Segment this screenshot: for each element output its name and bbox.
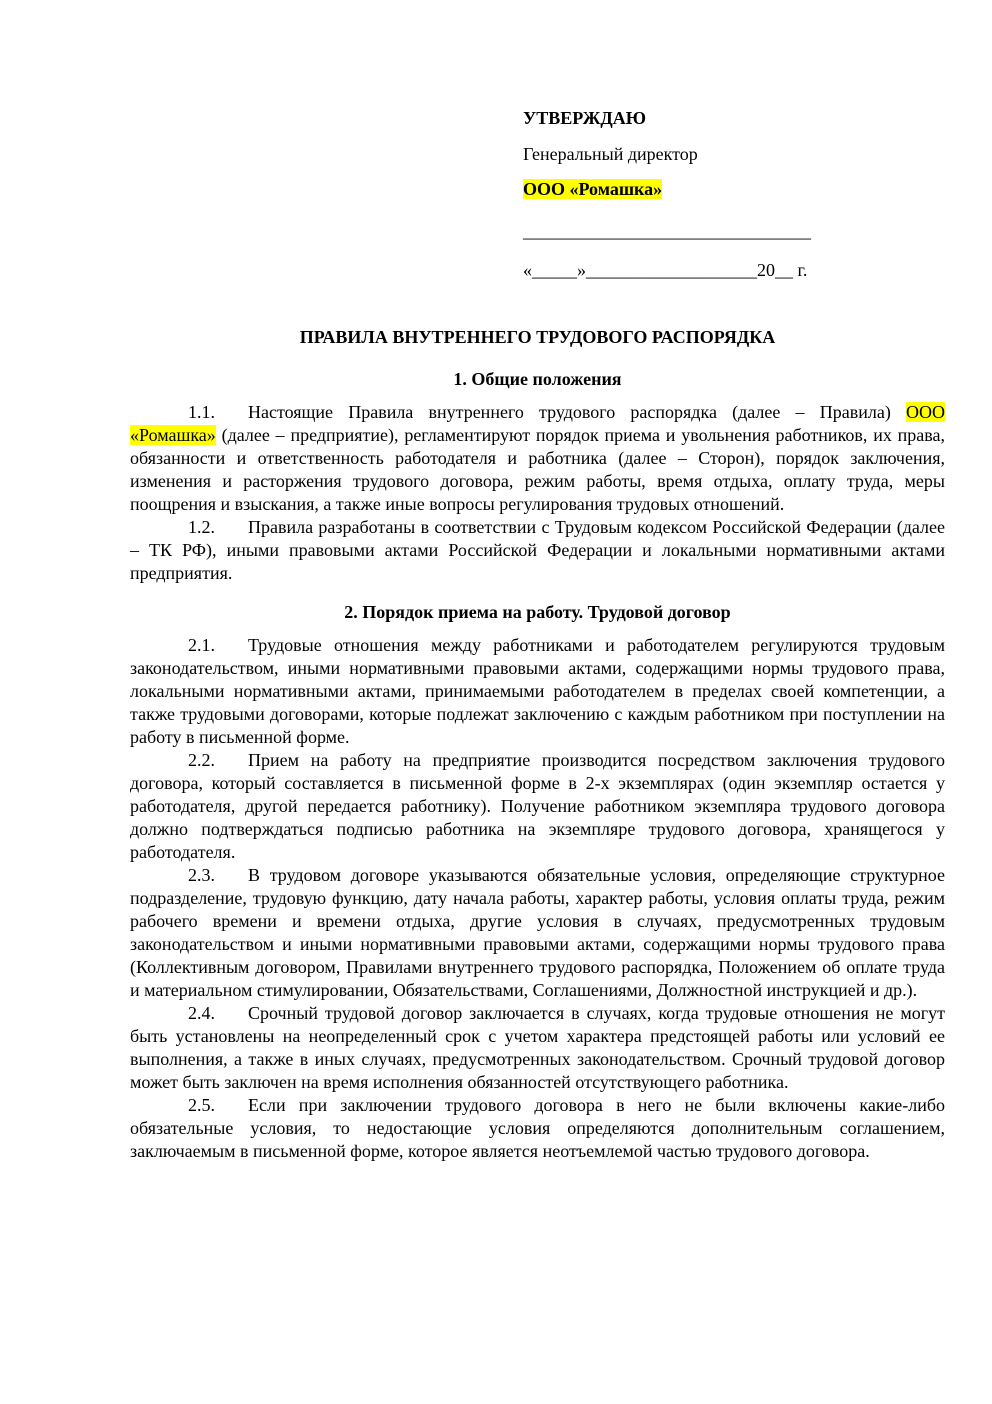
paragraph-2-4 bbox=[130, 1002, 945, 1094]
paragraph-number: 2.2. bbox=[188, 750, 215, 770]
paragraph-1-2 bbox=[130, 516, 945, 585]
signature-line: ________________________________ bbox=[523, 221, 811, 241]
paragraph-number: 2.1. bbox=[188, 635, 215, 655]
paragraph-text: В трудовом договоре указываются обязательные условия, определяющие структурное подразделение, трудовую функцию, дату начала работы, характер работы, условия оплаты труда, режим рабочего времени и времени отдыха, другие условия в случаях, предусмотренных трудовым законодательством и иными нормативными правовыми актами, содержащими нормы трудового права (Коллективным договором, Правилами внутреннего трудового распорядка, Положением об оплате труда и материальном стимулировании, Обязательствами, Соглашениями, Должностной инструкцией и др.). bbox=[130, 865, 945, 1000]
section-title-hiring: 2. Порядок приема на работу. Трудовой договор bbox=[344, 602, 731, 622]
paragraph-2-1 bbox=[130, 634, 945, 749]
paragraph-2-5 bbox=[130, 1094, 945, 1163]
company-highlight: ООО «Ромашка» bbox=[130, 402, 945, 445]
paragraph-text: Настоящие Правила внутреннего трудового распорядка (далее – Правила) bbox=[248, 402, 906, 422]
document-title: ПРАВИЛА ВНУТРЕННЕГО ТРУДОВОГО РАСПОРЯДКА bbox=[299, 327, 776, 347]
paragraph-2-3 bbox=[130, 864, 945, 1002]
approver-position: Генеральный директор bbox=[523, 144, 698, 164]
paragraph-number: 1.2. bbox=[188, 517, 215, 537]
section-title-general: 1. Общие положения bbox=[453, 369, 622, 389]
paragraph-text: Срочный трудовой договор заключается в случаях, когда трудовые отношения не могут быть установлены на неопределенный срок с учетом характера предстоящей работы или условий ее выполнения, а также в иных случаях, предусмотренных законодательством. Срочный трудовой договор может быть заключен на время исполнения обязанностей отсутствующего работника. bbox=[130, 1003, 945, 1092]
paragraph-number: 2.4. bbox=[188, 1003, 215, 1023]
paragraph-text: Если при заключении трудового договора в него не были включены какие-либо обязательные условия, то недостающие условия определяются дополнительным соглашением, заключаемым в письменной форме, которое является неотъемлемой частью трудового договора. bbox=[130, 1095, 945, 1161]
paragraph-number: 1.1. bbox=[188, 402, 215, 422]
approval-heading: УТВЕРЖДАЮ bbox=[523, 108, 647, 128]
approval-block bbox=[523, 106, 863, 282]
paragraph-text: (далее – предприятие), регламентируют порядок приема и увольнения работников, их права, обязанности и ответственность работодателя и работника (далее – Сторон), порядок заключения, изменения и расторжения трудового договора, режим работы, время отдыха, оплату труда, меры поощрения и взыскания, а также иные вопросы регулирования трудовых отношений. bbox=[130, 425, 945, 514]
paragraph-text: Трудовые отношения между работниками и работодателем регулируются трудовым законодательством, иными нормативными правовыми актами, содержащими нормы трудового права, локальными нормативными актами, принимаемыми работодателем в пределах своей компетенции, а также трудовыми договорами, которые подлежат заключению с каждым работником при поступлении на работу в письменной форме. bbox=[130, 635, 945, 747]
paragraph-1-1 bbox=[130, 401, 945, 516]
date-line: «_____»___________________20__ г. bbox=[523, 260, 808, 280]
paragraph-text: Правила разработаны в соответствии с Трудовым кодексом Российской Федерации (далее – ТК РФ), иными правовыми актами Российской Федерации и локальными нормативными актами предприятия. bbox=[130, 517, 945, 583]
document-body bbox=[130, 368, 945, 1163]
approver-company bbox=[523, 177, 863, 201]
paragraph-number: 2.3. bbox=[188, 865, 215, 885]
company-highlight: ООО «Ромашка» bbox=[523, 179, 663, 199]
paragraph-2-2 bbox=[130, 749, 945, 864]
paragraph-text: Прием на работу на предприятие производится посредством заключения трудового договора, который составляется в письменной форме в 2-х экземплярах (один экземпляр остается у работодателя, другой передается работнику). Получение работником экземпляра трудового договора должно подтверждаться подписью работника на экземпляре трудового договора, хранящегося у работодателя. bbox=[130, 750, 945, 862]
paragraph-number: 2.5. bbox=[188, 1095, 215, 1115]
